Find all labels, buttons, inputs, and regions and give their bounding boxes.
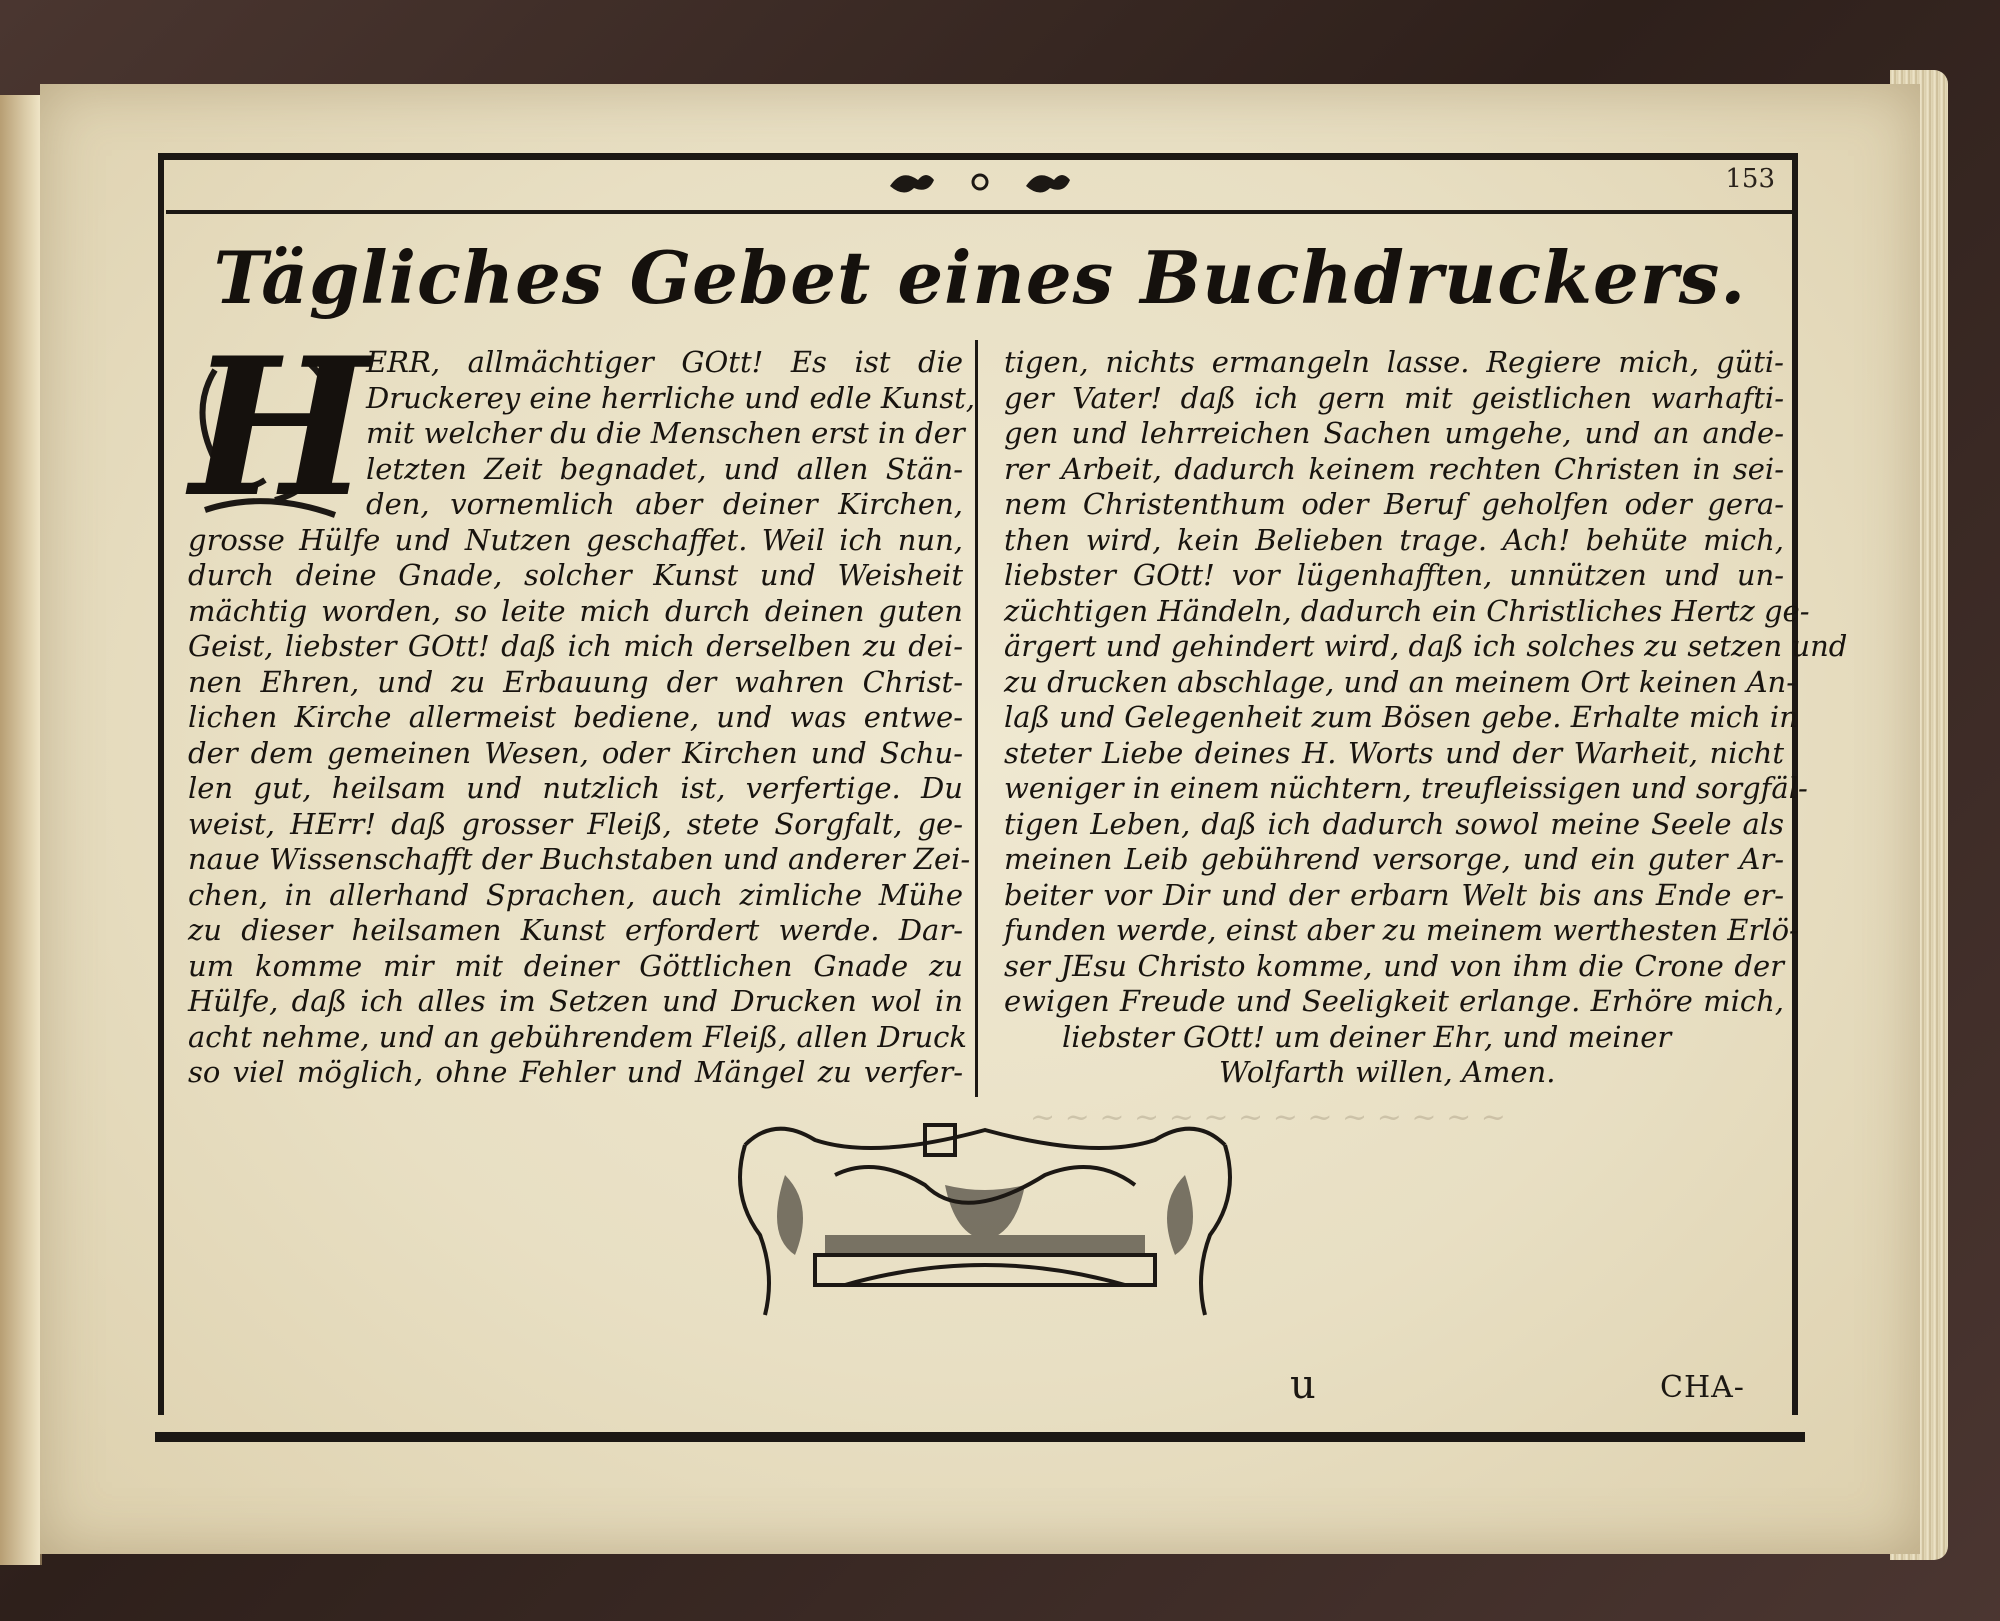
text-line: nen Ehren, und zu Erbauung der wahren Christ-: [188, 664, 963, 699]
text-line: liebster GOtt! vor lügenhafften, unnützen und un-: [1004, 558, 1784, 592]
right-text-column: [1004, 345, 1848, 1091]
text-line: lichen Kirche allermeist bediene, und was entwe-: [188, 700, 963, 734]
signature-mark: u: [1290, 1362, 1316, 1408]
text-line: um komme mir mit deiner Göttlichen Gnade zu: [188, 948, 963, 983]
text-line: rer Arbeit, dadurch keinem rechten Christen in sei-: [1004, 451, 1784, 486]
footer-rule: [155, 1432, 1805, 1442]
text-line: weist, HErr! daß grosser Fleiß, stete Sorgfalt, ge-: [188, 806, 963, 841]
page-number: 153: [1725, 164, 1775, 194]
drop-cap: H: [190, 316, 370, 539]
text-line: tigen Leben, daß ich dadurch sowol meine Seele als: [1004, 806, 1784, 841]
catchword: CHA-: [1660, 1370, 1745, 1405]
text-line: weniger in einem nüchtern, treufleissigen und sorgfäl-: [1004, 771, 1808, 805]
left-text-column: [188, 345, 975, 1091]
text-line: acht nehme, und an gebührendem Fleiß, allen Druck: [188, 1019, 967, 1054]
text-line: steter Liebe deines H. Worts und der Warheit, nicht: [1004, 735, 1784, 770]
text-line: zu dieser heilsamen Kunst erfordert werde. Dar-: [188, 913, 963, 947]
header-rule: [166, 210, 1792, 214]
text-line: den, vornemlich aber deiner Kirchen,: [366, 487, 963, 521]
text-line: mächtig worden, so leite mich durch deinen guten: [188, 593, 963, 628]
closing-line: Wolfarth willen, Amen.: [1219, 1055, 1556, 1089]
text-line: Hülfe, daß ich alles im Setzen und Drucken wol in: [188, 984, 963, 1018]
text-line: len gut, heilsam und nutzlich ist, verfertige. Du: [188, 771, 963, 805]
text-line: chen, in allerhand Sprachen, auch zimliche Mühe: [188, 877, 963, 912]
closing-line: liebster GOtt! um deiner Ehr, und meiner: [1062, 1019, 1672, 1054]
text-line: grosse Hülfe und Nutzen geschaffet. Weil ich nun,: [188, 522, 963, 557]
text-line: der dem gemeinen Wesen, oder Kirchen und Schu-: [188, 735, 963, 770]
text-line: Geist, liebster GOtt! daß ich mich derselben zu dei-: [188, 629, 963, 663]
text-line: gen und lehrreichen Sachen umgehe, und an ande-: [1004, 416, 1784, 450]
text-line: mit welcher du die Menschen erst in der: [366, 416, 965, 450]
text-line: ger Vater! daß ich gern mit geistlichen warhafti-: [1004, 380, 1784, 415]
text-line: ERR, allmächtiger GOtt! Es ist die: [366, 345, 963, 379]
text-line: ewigen Freude und Seeligkeit erlange. Erhöre mich,: [1004, 984, 1784, 1018]
text-line: durch deine Gnade, solcher Kunst und Weisheit: [188, 558, 963, 592]
text-line: laß und Gelegenheit zum Bösen gebe. Erhalte mich in: [1004, 700, 1798, 734]
text-line: ser JEsu Christo komme, und von ihm die Crone der: [1004, 948, 1784, 983]
text-line: letzten Zeit begnadet, und allen Stän-: [366, 451, 963, 486]
page-title: Tägliches Gebet eines Buchdruckers.: [213, 235, 1747, 320]
text-line: nem Christenthum oder Beruf geholfen oder gera-: [1004, 487, 1784, 521]
text-line: tigen, nichts ermangeln lasse. Regiere mich, güti-: [1004, 345, 1784, 379]
facing-page-edge: [0, 95, 42, 1565]
tailpiece-vignette: [725, 1115, 1245, 1325]
text-line: funden werde, einst aber zu meinem werthesten Erlö-: [1004, 913, 1799, 947]
text-line: then wird, kein Belieben trage. Ach! behüte mich,: [1004, 522, 1784, 557]
text-line: so viel möglich, ohne Fehler und Mängel zu verfer-: [188, 1055, 963, 1089]
text-line: naue Wissenschafft der Buchstaben und anderer Zei-: [188, 842, 971, 876]
text-line: meinen Leib gebührend versorge, und ein guter Ar-: [1004, 842, 1784, 876]
show-through-text: ~ ~ ~ ~ ~ ~ ~ ~ ~ ~ ~ ~ ~ ~: [1030, 1100, 1506, 1135]
text-line: ärgert und gehindert wird, daß ich solches zu setzen und: [1004, 629, 1848, 663]
column-divider: [975, 340, 978, 1097]
text-line: zu drucken abschlage, und an meinem Ort keinen An-: [1004, 664, 1797, 699]
text-line: Druckerey eine herrliche und edle Kunst,: [366, 380, 975, 415]
text-line: züchtigen Händeln, dadurch ein Christliches Hertz ge-: [1004, 593, 1810, 628]
text-line: beiter vor Dir und der erbarn Welt bis ans Ende er-: [1004, 877, 1784, 912]
header-ornament: [880, 158, 1080, 204]
